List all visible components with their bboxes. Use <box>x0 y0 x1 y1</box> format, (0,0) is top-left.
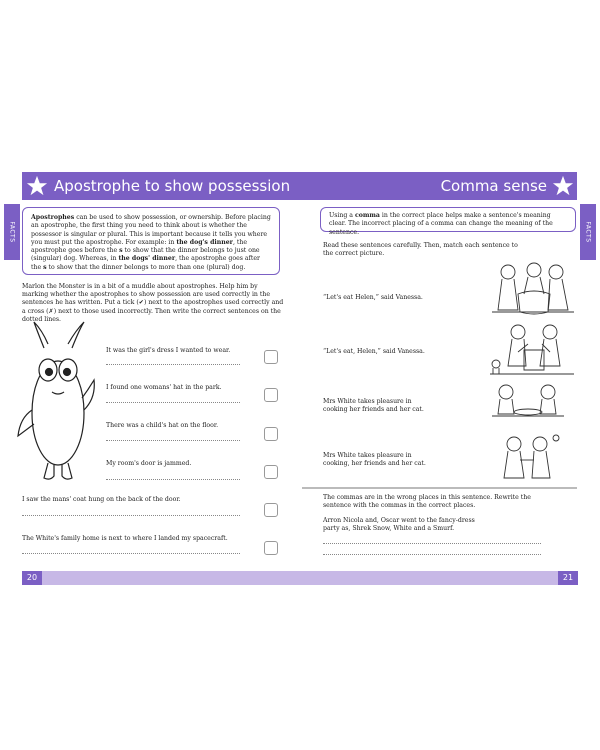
tick-cross-box-2[interactable] <box>264 388 278 402</box>
match-sentence-4[interactable]: Mrs White takes pleasure in cooking, her friends and her cat. <box>323 452 426 467</box>
star-icon <box>552 175 574 197</box>
rewrite-line-2[interactable] <box>323 554 541 555</box>
star-icon <box>26 175 48 197</box>
rewrite-sentence: Arron Nicola and, Oscar went to the fancy-dress party as, Shrek Snow, White and a Smurf. <box>323 517 475 533</box>
tick-cross-box-1[interactable] <box>264 350 278 364</box>
picture-cooking-with-friends[interactable] <box>494 430 566 482</box>
match-instructions: Read these sentences carefully. Then, match each sentence to the correct picture. <box>323 242 518 258</box>
answer-line-6[interactable] <box>22 553 240 554</box>
right-facts-tab <box>580 204 596 260</box>
answer-line-5[interactable] <box>22 515 240 516</box>
rewrite-instructions: The commas are in the wrong places in this sentence. Rewrite the sentence with the commas in the correct places. <box>323 494 531 510</box>
right-page-number: 21 <box>558 571 578 585</box>
answer-line-2[interactable] <box>106 402 240 403</box>
tick-cross-box-3[interactable] <box>264 427 278 441</box>
facts-tab-label: FACTS <box>584 221 592 243</box>
marlon-monster-illustration <box>14 318 102 486</box>
left-page-number: 20 <box>22 571 42 585</box>
match-sentence-2[interactable]: “Let's eat, Helen,” said Vanessa. <box>323 348 425 355</box>
answer-line-3[interactable] <box>106 440 240 441</box>
picture-cooking-friends-and-cat[interactable] <box>490 380 566 422</box>
right-page-title: Comma sense <box>440 177 547 195</box>
section-divider <box>302 487 577 489</box>
apostrophe-facts-box: Apostrophes can be used to show possession, or ownership. Before placing an apostrophe, the first thing you need to think about is whether the possessor is singular or plural. This is important because it tells you where you must put the apostrophe. For example: in the dog's dinner, the apostrophe goes before the s to show that the dinner belongs to just one (singular) dog. Whereas, in the dogs' dinner, the apostrophe goes after the s to show that the dinner belongs to more than one (plural) dog. <box>22 207 280 275</box>
footer-bar <box>22 571 578 585</box>
match-sentence-3[interactable]: Mrs White takes pleasure in cooking her friends and her cat. <box>323 398 424 413</box>
sentence-3: There was a child's hat on the floor. <box>106 422 219 429</box>
sentence-1: It was the girl's dress I wanted to wear. <box>106 347 231 354</box>
sentence-5: I saw the mans' coat hung on the back of the door. <box>22 496 181 503</box>
comma-facts-box: Using a comma in the correct place helps make a sentence's meaning clear. The incorrect placing of a comma can change the meaning of the sentence. <box>320 207 576 232</box>
left-facts-tab <box>4 204 20 260</box>
rewrite-line-1[interactable] <box>323 543 541 544</box>
match-sentence-1[interactable]: “Let's eat Helen,” said Vanessa. <box>323 294 423 301</box>
tick-cross-box-4[interactable] <box>264 465 278 479</box>
tick-cross-box-5[interactable] <box>264 503 278 517</box>
right-title-banner <box>300 172 577 200</box>
tick-cross-box-6[interactable] <box>264 541 278 555</box>
picture-girls-at-dinner[interactable] <box>488 320 578 380</box>
left-page-title: Apostrophe to show possession <box>54 177 291 195</box>
facts-tab-label: FACTS <box>8 221 16 243</box>
picture-girls-eating-helen[interactable] <box>490 260 576 318</box>
sentence-2: I found one womans' hat in the park. <box>106 384 222 391</box>
answer-line-4[interactable] <box>106 479 240 480</box>
sentence-6: The White's family home is next to where I landed my spacecraft. <box>22 535 228 542</box>
left-title-banner <box>22 172 300 200</box>
answer-line-1[interactable] <box>106 364 240 365</box>
apostrophe-instructions: Marlon the Monster is in a bit of a muddle about apostrophes. Help him by marking whether the apostrophes to show possession are used correctly in the sentences he has written. Put a tick (✔) next to the apostrophes used correctly and a cross (✗) next to those used incorrectly. Then write the correct sentences on the dotted lines. <box>22 283 284 323</box>
sentence-4: My room's door is jammed. <box>106 460 192 467</box>
